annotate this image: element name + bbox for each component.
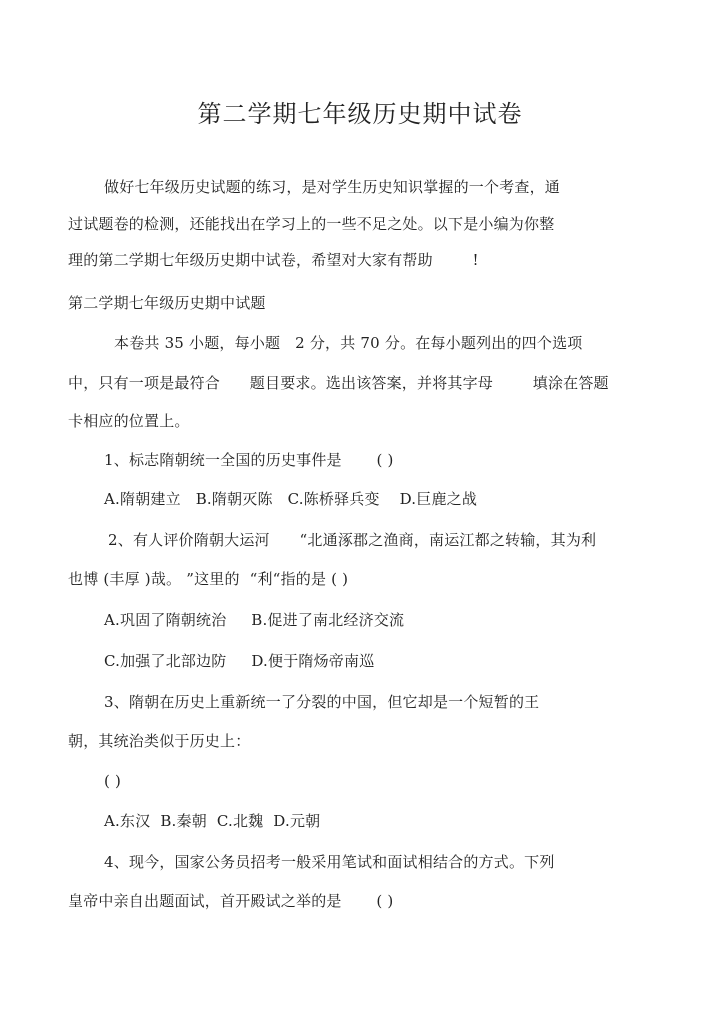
question-3-stem-line-2: 朝，其统治类似于历史上： (68, 732, 251, 750)
question-3-options: A.东汉 B.秦朝 C.北魏 D.元朝 (104, 812, 321, 830)
instructions-line-3: 卡相应的位置上。 (68, 412, 190, 430)
page-title: 第二学期七年级历史期中试卷 (197, 100, 523, 128)
question-3-stem-line-3: ( ) (104, 772, 122, 790)
section-heading: 第二学期七年级历史期中试题 (68, 294, 266, 312)
question-4-stem-line-2: 皇帝中亲自出题面试，首开殿试之举的是 ( ) (68, 892, 394, 910)
intro-line-3: 理的第二学期七年级历史期中试卷，希望对大家有帮助 ! (68, 251, 479, 269)
question-4-stem-line-1: 4、现今，国家公务员招考一般采用笔试和面试相结合的方式。下列 (104, 853, 555, 871)
question-2-options-line-1: A.巩固了隋朝统治 B.促进了南北经济交流 (104, 611, 405, 629)
intro-line-2: 过试题卷的检测，还能找出在学习上的一些不足之处。以下是小编为你整 (68, 215, 555, 233)
question-2-stem-line-1: 2、有人评价隋朝大运河 “北通涿郡之渔商，南运江都之转输，其为利 (108, 531, 597, 549)
instructions-line-2: 中，只有一项是最符合 题目要求。选出该答案，并将其字母 填涂在答题 (68, 374, 609, 392)
question-1-stem: 1、标志隋朝统一全国的历史事件是 ( ) (104, 451, 394, 469)
question-2-options-line-2: C.加强了北部边防 D.便于隋炀帝南巡 (104, 652, 375, 670)
intro-line-1: 做好七年级历史试题的练习，是对学生历史知识掌握的一个考查，通 (104, 178, 561, 196)
question-2-stem-line-2: 也博 (丰厚 )哉。 ”这里的 “利“指的是 ( ) (68, 570, 349, 588)
question-3-stem-line-1: 3、隋朝在历史上重新统一了分裂的中国，但它却是一个短暂的王 (104, 693, 540, 711)
instructions-line-1: 本卷共 35 小题，每小题 2 分，共 70 分。在每小题列出的四个选项 (114, 334, 583, 352)
question-1-options: A.隋朝建立 B.隋朝灭陈 C.陈桥驿兵变 D.巨鹿之战 (104, 490, 478, 508)
